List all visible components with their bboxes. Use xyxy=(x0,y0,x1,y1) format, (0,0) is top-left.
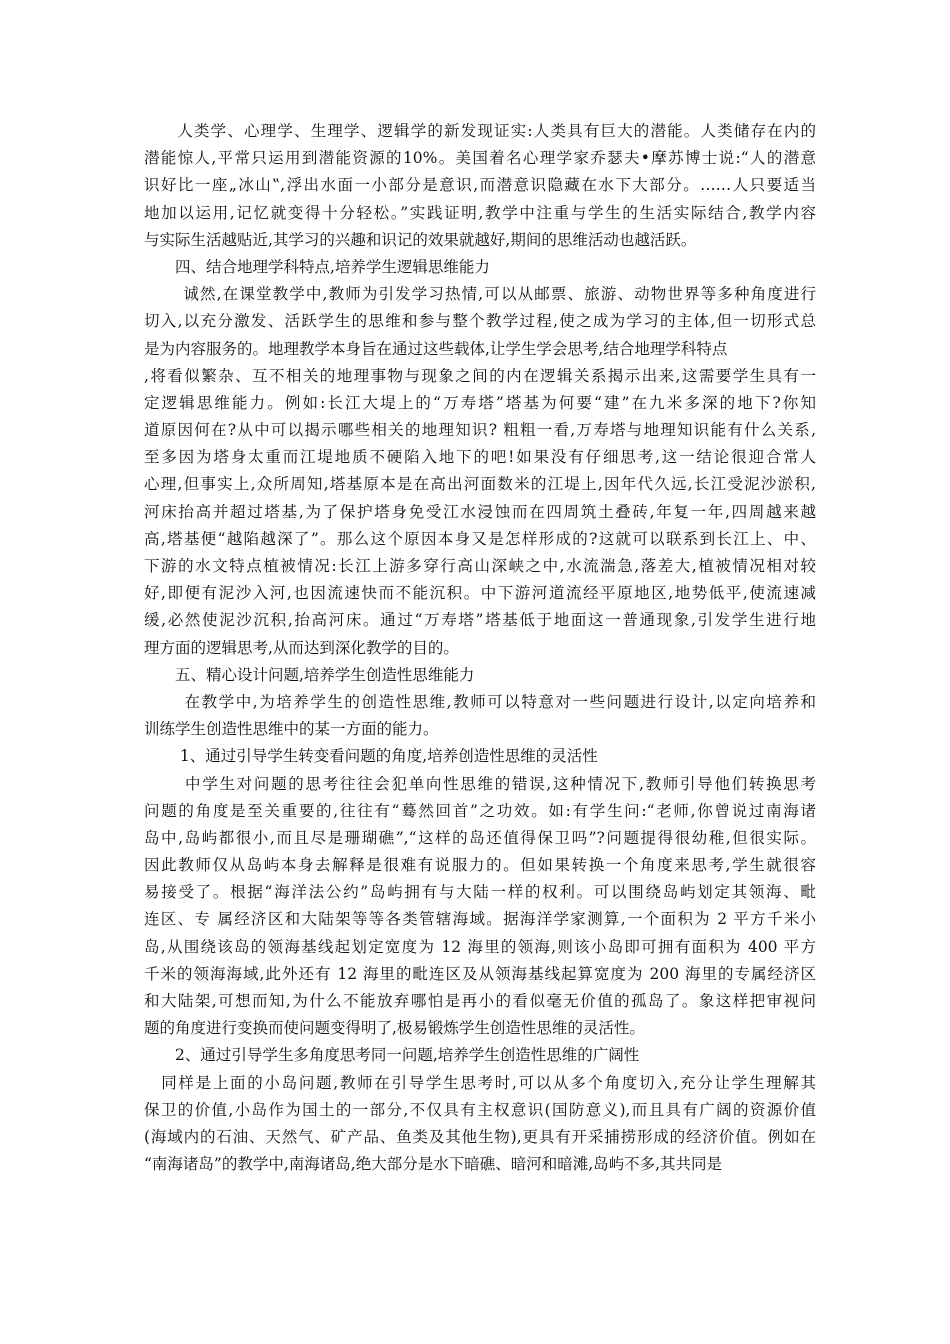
text-line: 是为内容服务的。地理教学本身旨在通过这些载体,让学生学会思考,结合地理学科特点 xyxy=(144,339,728,358)
text-line: 岛中,岛屿都很小,而且尽是珊瑚礁”,“这样的岛还值得保卫吗”?问题提得很幼稚,但很实际。 xyxy=(144,828,816,847)
text-line: 四、结合地理学科特点,培养学生逻辑思维能力 xyxy=(144,257,490,276)
text-line: 1、通过引导学生转变看问题的角度,培养创造性思维的灵活性 xyxy=(144,747,598,766)
text-line: 同样是上面的小岛问题,教师在引导学生思考时,可以从多个角度切入,充分让学生理解其 xyxy=(144,1073,816,1092)
text-line: 识好比一座„冰山‟,浮出水面一小部分是意识,而潜意识隐藏在水下大部分。……人只要适当 xyxy=(144,176,816,195)
text-line: 人类学、心理学、生理学、逻辑学的新发现证实:人类具有巨大的潜能。人类储存在内的 xyxy=(144,122,816,140)
text-line: 河床抬高并超过塔基,为了保护塔身免受江水浸蚀而在四周筑土叠砖,年复一年,四周越来越 xyxy=(144,502,816,521)
text-line: 训练学生创造性思维中的某一方面的能力。 xyxy=(144,720,439,739)
text-line: 与实际生活越贴近,其学习的兴趣和识记的效果就越好,期间的思维活动也越活跃。 xyxy=(144,230,697,249)
text-line: “南海诸岛”的教学中,南海诸岛,绝大部分是水下暗礁、暗河和暗滩,岛屿不多,其共同是 xyxy=(144,1155,723,1174)
text-line: 诚然,在课堂教学中,教师为引发学习热情,可以从邮票、旅游、动物世界等多种角度进行 xyxy=(144,285,816,304)
text-line: (海域内的石油、天然气、矿产品、鱼类及其他生物),更具有开采捕捞形成的经济价值。例如在 xyxy=(144,1127,816,1146)
text-line: 岛,从围绕该岛的领海基线起划定宽度为 12 海里的领海,则该小岛即可拥有面积为 400 平方 xyxy=(144,937,816,956)
text-line: 中学生对问题的思考往往会犯单向性思维的错误,这种情况下,教师引导他们转换思考 xyxy=(144,774,816,793)
text-line: 问题的角度是至关重要的,往往有“蓦然回首”之功效。如:有学生问:“老师,你曾说过南海诸 xyxy=(144,801,816,820)
text-line: 2、通过引导学生多角度思考同一问题,培养学生创造性思维的广阔性 xyxy=(144,1046,640,1065)
text-line: 心理,但事实上,众所周知,塔基原本是在高出河面数米的江堤上,因年代久远,长江受泥沙淤积, xyxy=(144,475,816,494)
text-line: 潜能惊人,平常只运用到潜能资源的10%。美国着名心理学家乔瑟夫•摩苏博士说:“人的潜意 xyxy=(144,149,816,168)
text-line: 道原因何在?从中可以揭示哪些相关的地理知识? 粗粗一看,万寿塔与地理知识能有什么关系, xyxy=(144,421,816,440)
document-body xyxy=(144,118,816,1178)
text-line: 连区、专 属经济区和大陆架等等各类管辖海域。据海洋学家测算,一个面积为 2 平方千米小 xyxy=(144,910,816,929)
text-line: 五、精心设计问题,培养学生创造性思维能力 xyxy=(144,665,475,684)
text-line: 好,即便有泥沙入河,也因流速快而不能沉积。中下游河道流经平原地区,地势低平,使流速减 xyxy=(144,584,816,603)
text-line: 高,塔基便“越陷越深了”。那么这个原因本身又是怎样形成的?这就可以联系到长江上、中、 xyxy=(144,529,816,548)
text-line: 千米的领海海域,此外还有 12 海里的毗连区及从领海基线起算宽度为 200 海里的专属经济区 xyxy=(144,964,816,983)
text-line: 在教学中,为培养学生的创造性思维,教师可以特意对一些问题进行设计,以定向培养和 xyxy=(144,692,816,711)
text-line: 至多因为塔身太重而江堤地质不硬陷入地下的吧!如果没有仔细思考,这一结论很迎合常人 xyxy=(144,448,816,467)
text-line: 保卫的价值,小岛作为国土的一部分,不仅具有主权意识(国防意义),而且具有广阔的资源价值 xyxy=(144,1100,816,1119)
text-line: ,将看似繁杂、互不相关的地理事物与现象之间的内在逻辑关系揭示出来,这需要学生具有一 xyxy=(144,366,816,385)
text-line: 理方面的逻辑思考,从而达到深化教学的目的。 xyxy=(144,638,459,657)
text-line: 下游的水文特点植被情况:长江上游多穿行高山深峡之中,水流湍急,落差大,植被情况相对较 xyxy=(144,557,816,575)
text-line: 缓,必然使泥沙沉积,抬高河床。通过“万寿塔”塔基低于地面这一普通现象,引发学生进行地 xyxy=(144,611,816,630)
text-line: 定逻辑思维能力。例如:长江大堤上的“万寿塔”塔基为何要“建”在九米多深的地下?你知 xyxy=(144,393,816,412)
text-line: 切入,以充分激发、活跃学生的思维和参与整个教学过程,使之成为学习的主体,但一切形式总 xyxy=(144,312,816,331)
text-line: 因此教师仅从岛屿本身去解释是很难有说服力的。但如果转换一个角度来思考,学生就很容 xyxy=(144,856,816,875)
text-line: 和大陆架,可想而知,为什么不能放弃哪怕是再小的看似毫无价值的孤岛了。象这样把审视问 xyxy=(144,992,816,1010)
text-line: 易接受了。根据“海洋法公约”岛屿拥有与大陆一样的权利。可以围绕岛屿划定其领海、毗 xyxy=(144,883,816,902)
text-line: 地加以运用,记忆就变得十分轻松。”实践证明,教学中注重与学生的生活实际结合,教学内容 xyxy=(144,203,816,222)
text-line: 题的角度进行变换而使问题变得明了,极易锻炼学生创造性思维的灵活性。 xyxy=(144,1019,645,1038)
